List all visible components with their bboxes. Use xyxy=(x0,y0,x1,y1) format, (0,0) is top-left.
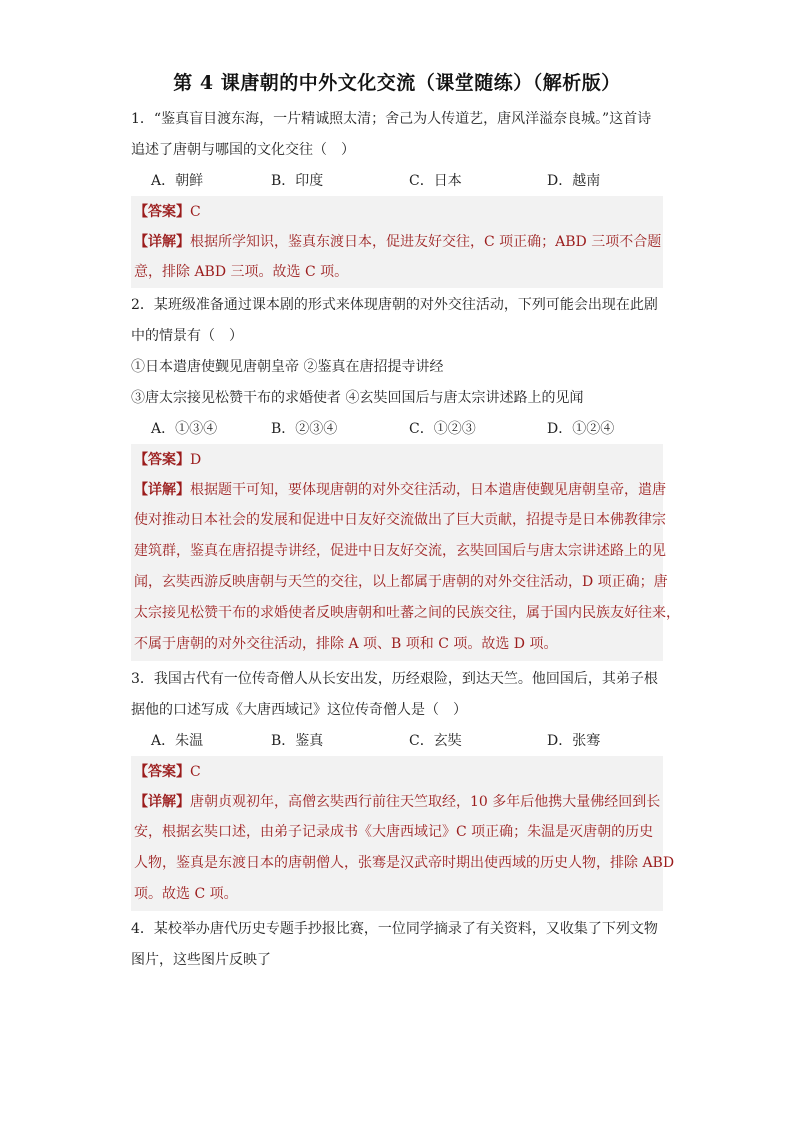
answer-value: C xyxy=(190,204,201,220)
detail-line-1 xyxy=(134,792,662,812)
detail-text: 唐朝贞观初年，高僧玄奘西行前往天竺取经，10 多年后他携大量佛经回到长 xyxy=(190,794,661,810)
question-2-answer-box xyxy=(131,444,680,661)
answer-value: D xyxy=(190,452,202,468)
answer-value: C xyxy=(190,764,201,780)
detail-line-5: 太宗接见松赞干布的求婚使者反映唐朝和吐蕃之间的民族交往，属于国内民族友好往来， xyxy=(134,605,680,621)
question-3-answer-box xyxy=(131,756,675,911)
option-c: C．①②③ xyxy=(409,421,476,437)
detail-text: 根据所学知识，鉴真东渡日本，促进友好交往，C 项正确；ABD 三项不合题 xyxy=(190,234,662,250)
option-d: D．①②④ xyxy=(547,421,615,437)
question-2-stem-line-3: ①日本遣唐使觐见唐朝皇帝 ②鉴真在唐招提寺讲经 xyxy=(131,359,444,375)
detail-label: 【详解】 xyxy=(134,482,190,498)
question-3-stem-line-1: 3．我国古代有一位传奇僧人从长安出发，历经艰险，到达天竺。他回国后，其弟子根 xyxy=(131,671,658,687)
option-a: A．①③④ xyxy=(151,421,218,437)
detail-label: 【详解】 xyxy=(134,794,190,810)
answer-line xyxy=(134,762,662,782)
question-2-stem-line-2: 中的情景有（ ） xyxy=(131,328,243,344)
detail-line-2: 安，根据玄奘口述，由弟子记录成书《大唐西域记》C 项正确；朱温是灭唐朝的历史 xyxy=(134,824,654,840)
document-title: 第 4 课唐朝的中外文化交流（课堂随练）（解析版） xyxy=(173,72,621,94)
question-1-stem-line-2: 追述了唐朝与哪国的文化交往（ ） xyxy=(131,142,355,158)
detail-line-1 xyxy=(134,232,662,252)
detail-line-4: 项。故选 C 项。 xyxy=(134,886,238,902)
option-a: A．朝鲜 xyxy=(151,173,204,189)
answer-label: 【答案】 xyxy=(134,452,190,468)
detail-line-3: 建筑群，鉴真在唐招提寺讲经，促进中日友好交流，玄奘回国后与唐太宗讲述路上的见 xyxy=(134,543,666,559)
question-4-stem-line-2: 图片，这些图片反映了 xyxy=(131,952,271,968)
detail-line-4: 闻，玄奘西游反映唐朝与天竺的交往，以上都属于唐朝的对外交往活动，D 项正确；唐 xyxy=(134,574,668,590)
option-b: B．印度 xyxy=(271,173,324,189)
detail-line-3: 人物，鉴真是东渡日本的唐朝僧人，张骞是汉武帝时期出使西域的历史人物，排除 ABD xyxy=(134,855,675,871)
question-2-stem-line-4: ③唐太宗接见松赞干布的求婚使者 ④玄奘回国后与唐太宗讲述路上的见闻 xyxy=(131,390,584,406)
detail-line-2: 意，排除 ABD 三项。故选 C 项。 xyxy=(134,264,349,280)
detail-text: 根据题干可知，要体现唐朝的对外交往活动，日本遣唐使觐见唐朝皇帝，遣唐 xyxy=(190,482,666,498)
answer-label: 【答案】 xyxy=(134,764,190,780)
question-4-stem-line-1: 4．某校举办唐代历史专题手抄报比赛，一位同学摘录了有关资料，又收集了下列文物 xyxy=(131,921,658,937)
option-c: C．玄奘 xyxy=(409,733,462,749)
option-b: B．鉴真 xyxy=(271,733,324,749)
option-d: D．越南 xyxy=(547,173,601,189)
option-c: C．日本 xyxy=(409,173,462,189)
option-d: D．张骞 xyxy=(547,733,601,749)
detail-line-1 xyxy=(134,480,666,500)
option-a: A．朱温 xyxy=(151,733,204,749)
answer-line xyxy=(134,450,662,470)
answer-label: 【答案】 xyxy=(134,204,190,220)
detail-line-6: 不属于唐朝的对外交往活动，排除 A 项、B 项和 C 项。故选 D 项。 xyxy=(134,636,558,652)
detail-line-2: 使对推动日本社会的发展和促进中日友好交流做出了巨大贡献，招提寺是日本佛教律宗 xyxy=(134,512,666,528)
question-3-stem-line-2: 据他的口述写成《大唐西域记》这位传奇僧人是（ ） xyxy=(131,702,467,718)
question-2-stem-line-1: 2．某班级准备通过课本剧的形式来体现唐朝的对外交往活动，下列可能会出现在此剧 xyxy=(131,297,658,313)
detail-label: 【详解】 xyxy=(134,234,190,250)
option-b: B．②③④ xyxy=(271,421,338,437)
answer-line xyxy=(134,202,662,222)
question-1-answer-box xyxy=(131,196,663,288)
question-1-stem-line-1: 1．“鉴真盲目渡东海，一片精诚照太清；舍己为人传道艺，唐风洋溢奈良城。”这首诗 xyxy=(131,111,652,127)
